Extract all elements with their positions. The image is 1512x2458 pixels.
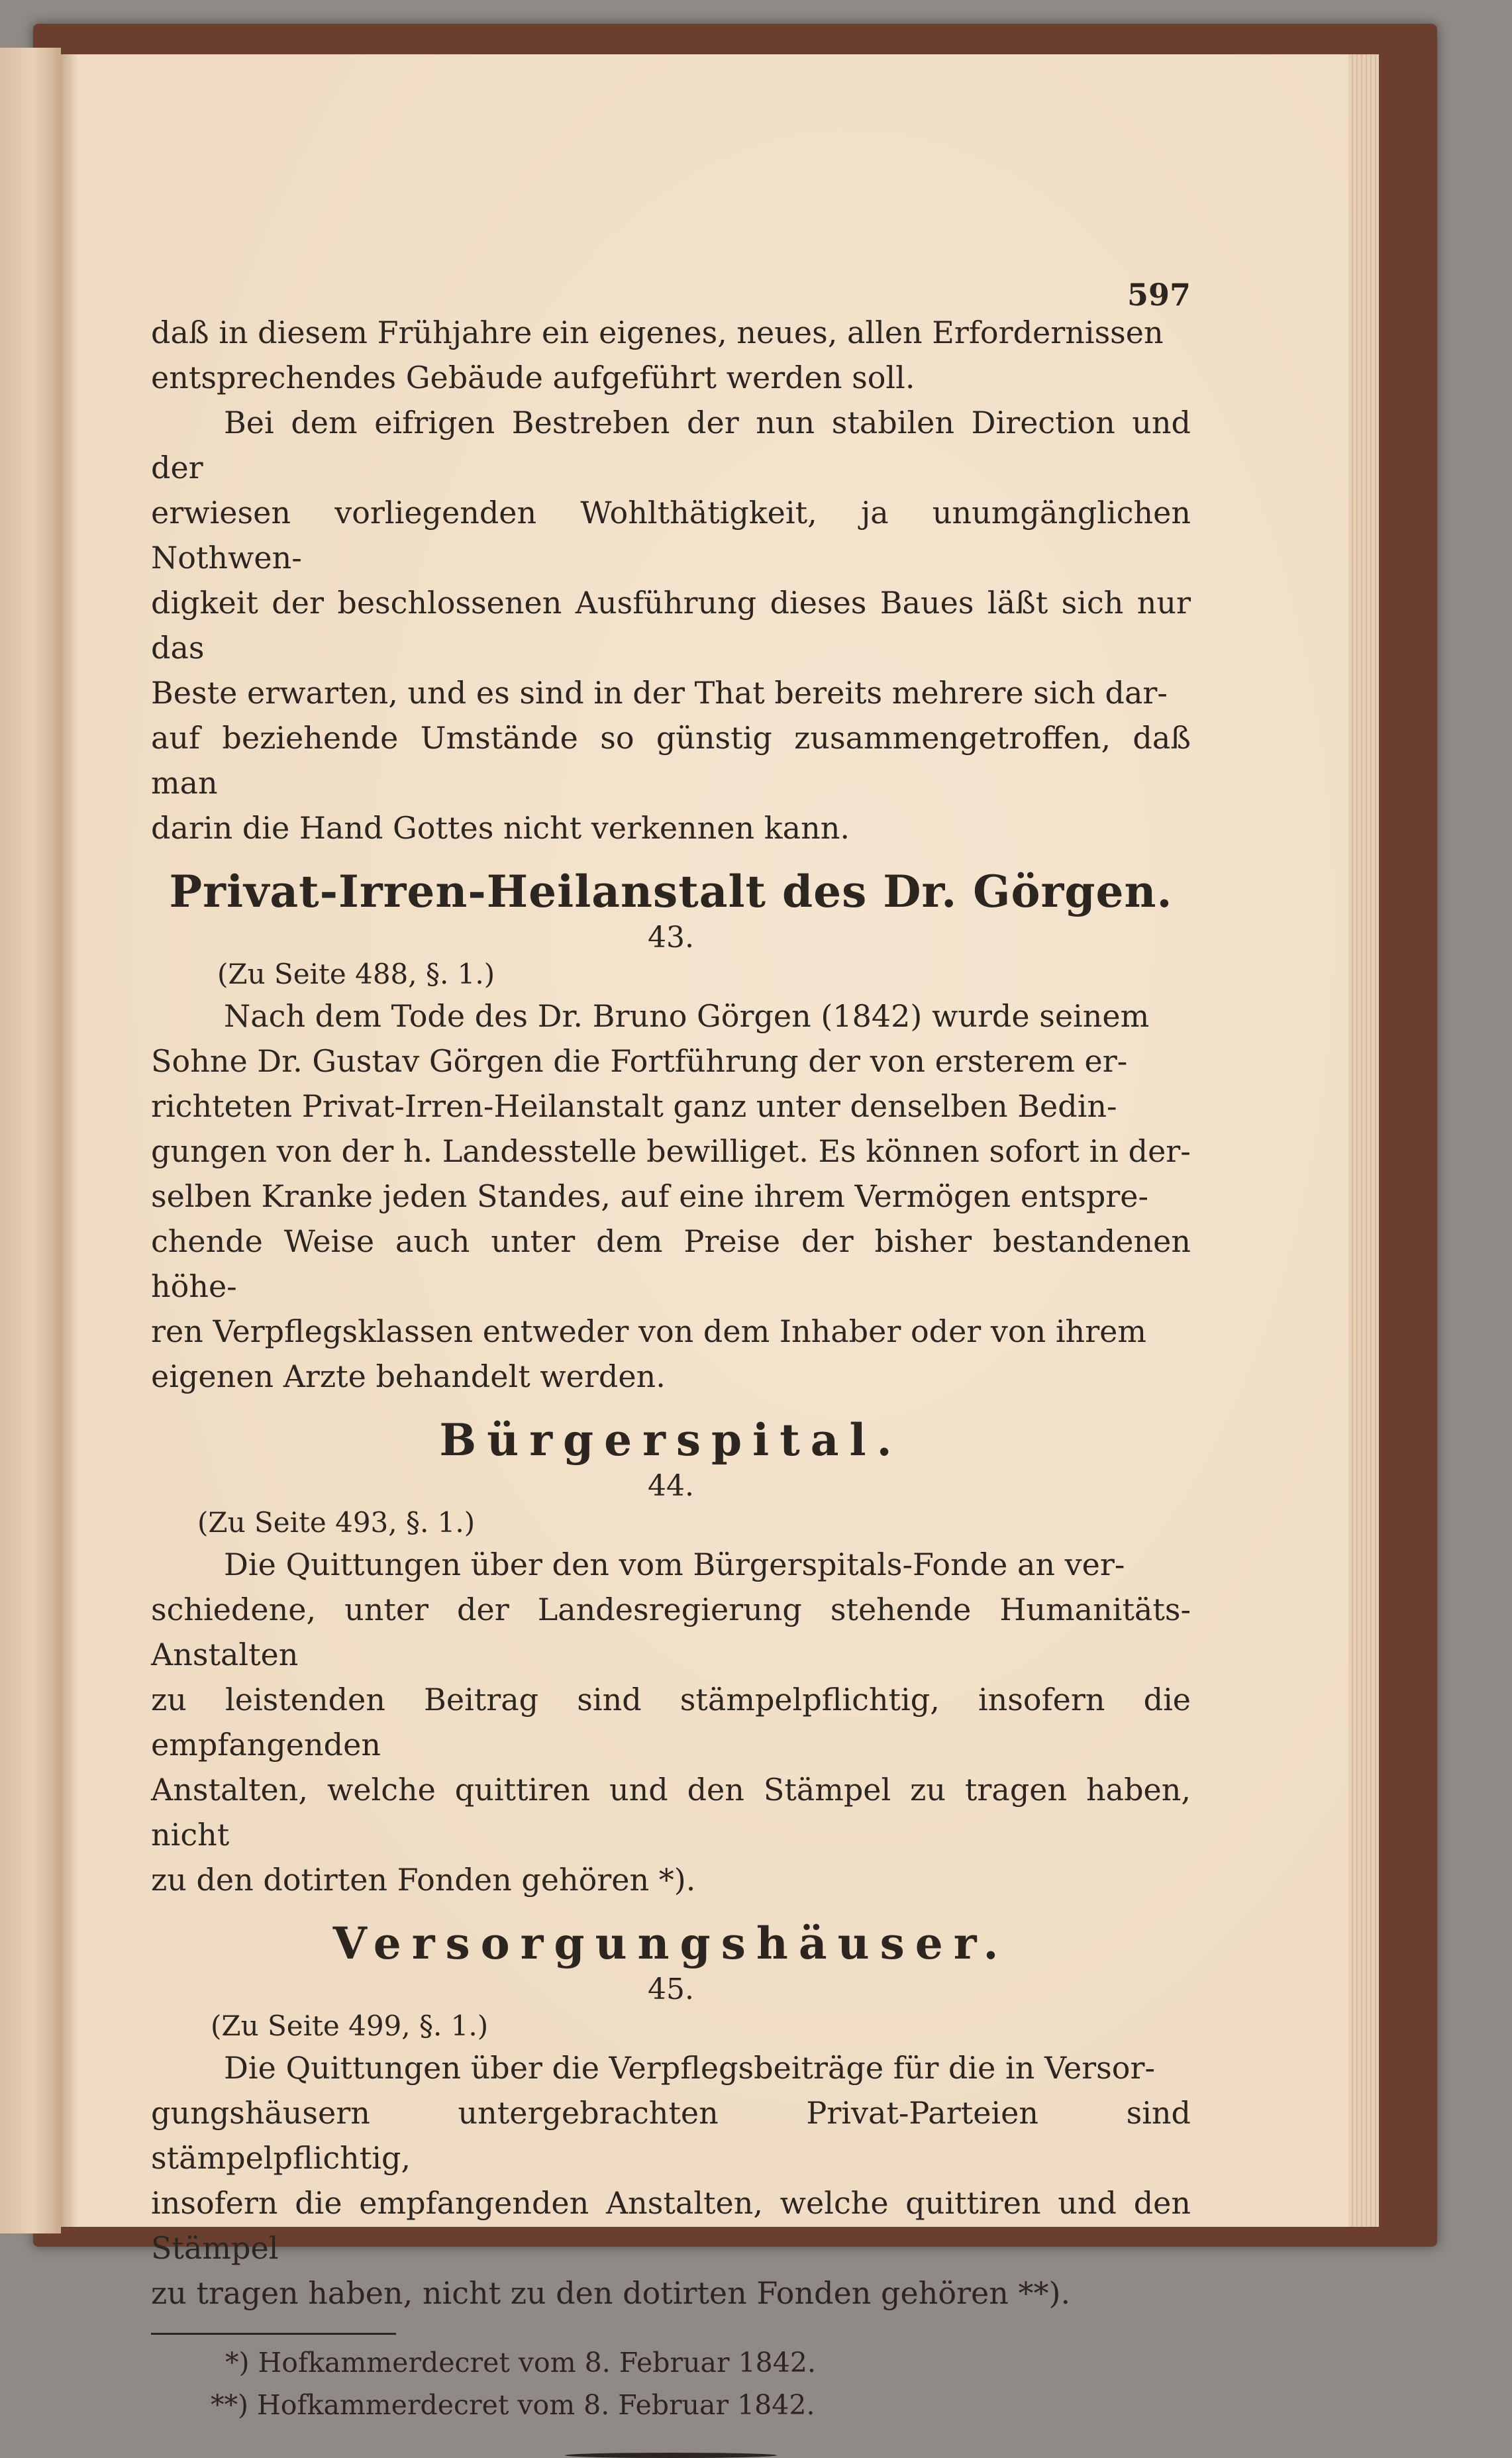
text-line: erwiesen vorliegenden Wohlthätigkeit, ja unumgänglichen Nothwen- [151, 495, 1191, 576]
page-number: 597 [1127, 277, 1191, 313]
section-title: Privat-Irren-Heilanstalt des Dr. Görgen. [169, 866, 1173, 917]
section-number: 43. [648, 921, 694, 954]
text-line: Die Quittungen über den vom Bürgerspitals-Fonde an ver- [224, 1547, 1125, 1582]
text-line: zu den dotirten Fonden gehören *). [151, 1862, 696, 1898]
section-number: 44. [648, 1469, 694, 1503]
text-line: gungen von der h. Landesstelle bewilliget. Es können sofort in der- [151, 1133, 1191, 1169]
text-line: Anstalten, welche quittiren und den Stämpel zu tragen haben, nicht [151, 1772, 1191, 1853]
previous-page-edge [0, 48, 61, 2233]
text-line: selben Kranke jeden Standes, auf eine ihrem Vermögen entspre- [151, 1178, 1149, 1214]
text-line: Beste erwarten, und es sind in der That bereits mehrere sich dar- [151, 675, 1168, 711]
text-line: eigenen Arzte behandelt werden. [151, 1358, 666, 1394]
page-stack-edge [1348, 54, 1379, 2227]
text-line: richteten Privat-Irren-Heilanstalt ganz unter denselben Bedin- [151, 1088, 1117, 1124]
text-line: ren Verpflegsklassen entweder von dem Inhaber oder von ihrem [151, 1313, 1147, 1349]
footnote: **) Hofkammerdecret vom 8. Februar 1842. [211, 2389, 815, 2421]
section-reference: (Zu Seite 488, §. 1.) [217, 958, 495, 990]
text-line: zu leistenden Beitrag sind stämpelpflichtig, insofern die empfangenden [151, 1682, 1191, 1763]
section-body [151, 994, 1191, 1399]
footnote: *) Hofkammerdecret vom 8. Februar 1842. [225, 2347, 816, 2379]
page-text [151, 269, 1191, 2458]
text-line: zu tragen haben, nicht zu den dotirten Fonden gehören **). [151, 2275, 1071, 2311]
footnote-rule [151, 2333, 396, 2335]
text-line: schiedene, unter der Landesregierung stehende Humanitäts-Anstalten [151, 1592, 1191, 1672]
text-line: Die Quittungen über die Verpflegsbeiträge für die in Versor- [224, 2050, 1155, 2086]
section-title: Bürgerspital. [439, 1414, 903, 1466]
end-ornament-rule [565, 2453, 777, 2458]
text-line: Sohne Dr. Gustav Görgen die Fortführung der von ersterem er- [151, 1043, 1128, 1079]
section-reference: (Zu Seite 499, §. 1.) [211, 2010, 489, 2042]
intro-continuation [151, 310, 1191, 400]
text-line: entsprechendes Gebäude aufgeführt werden soll. [151, 360, 915, 395]
section-number: 45. [648, 1972, 694, 2006]
text-line: daß in diesem Frühjahre ein eigenes, neues, allen Erfordernissen [151, 315, 1164, 350]
text-line: auf beziehende Umstände so günstig zusammengetroffen, daß man [151, 720, 1191, 801]
text-line: Nach dem Tode des Dr. Bruno Görgen (1842) wurde seinem [224, 998, 1150, 1034]
page-gutter [61, 54, 78, 2227]
text-line: insofern die empfangenden Anstalten, welche quittiren und den Stämpel [151, 2185, 1191, 2266]
text-line: darin die Hand Gottes nicht verkennen kann. [151, 810, 850, 846]
text-line: chende Weise auch unter dem Preise der bisher bestandenen höhe- [151, 1223, 1191, 1304]
text-line: digkeit der beschlossenen Ausführung dieses Baues läßt sich nur das [151, 585, 1191, 666]
section-title: Versorgungshäuser. [332, 1918, 1009, 1969]
text-line: gungshäusern untergebrachten Privat-Parteien sind stämpelpflichtig, [151, 2095, 1191, 2176]
section-body [151, 2045, 1191, 2316]
section-reference: (Zu Seite 493, §. 1.) [197, 1506, 476, 1539]
section-body [151, 1542, 1191, 1902]
intro-paragraph [151, 400, 1191, 850]
text-line: Bei dem eifrigen Bestreben der nun stabilen Direction und der [151, 405, 1191, 486]
